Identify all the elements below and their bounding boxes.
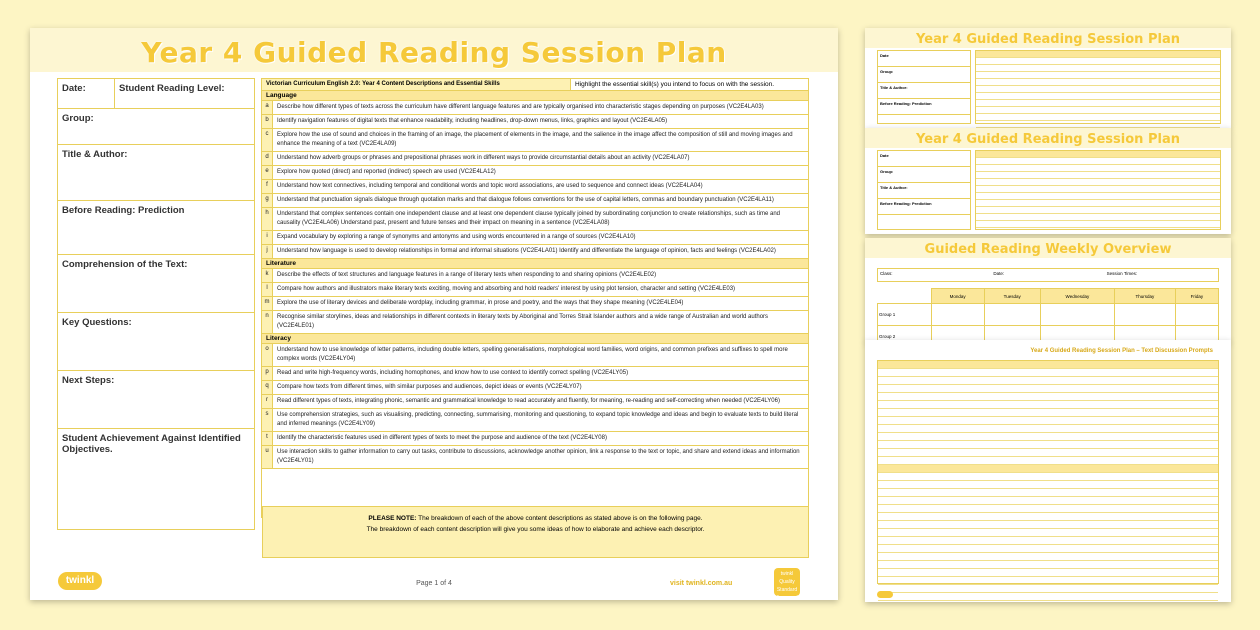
group-field: Group: xyxy=(58,109,254,145)
thumbnail-line xyxy=(878,481,1218,489)
row-description: Identify navigation features of digital texts that enhance readability, including headlines, drop-down menus, links, graphics and layout (VC2E4LA05) xyxy=(277,118,668,124)
thumbnail-line xyxy=(878,529,1218,537)
thumbnail-line xyxy=(976,221,1220,228)
curriculum-sections xyxy=(262,91,808,469)
row-description: Understand how language is used to develop relationships in formal and informal situations (VC2E4LA01) Identify and differentiate the language of opinion, facts and feelings (VC2E4LA02) xyxy=(277,248,776,254)
row-letter: p xyxy=(262,367,273,380)
thumbnail-line xyxy=(878,377,1218,385)
row-description: Explore how quoted (direct) and reported (indirect) speech are used (VC2E4LA12) xyxy=(277,169,496,175)
row-letter: g xyxy=(262,194,273,207)
please-note-box xyxy=(262,506,809,558)
curriculum-row[interactable] xyxy=(262,152,808,166)
thumbnail-line xyxy=(878,513,1218,521)
class-label: Class: xyxy=(880,271,893,276)
row-letter: c xyxy=(262,129,273,151)
thumbnail-line xyxy=(976,114,1220,121)
group-label: Group 2 xyxy=(878,326,932,343)
thumbnail-line xyxy=(878,601,1218,602)
page-title: Year 4 Guided Reading Session Plan xyxy=(141,36,727,69)
day-header: Friday xyxy=(1175,289,1218,304)
thumbnail-line xyxy=(976,100,1220,107)
next-steps-field: Next Steps: xyxy=(58,371,254,429)
thumbnail-1-table xyxy=(975,50,1221,124)
thumbnail-2-left: Date Group: Title & Author: Before Reading: Prediction xyxy=(877,150,971,230)
thumbnail-line xyxy=(878,441,1218,449)
row-description: Compare how authors and illustrators make literary texts exciting, moving and absorbing and hold readers' interest by using plot tension, character and setting (VC2E4LE03) xyxy=(277,286,736,292)
row-letter: l xyxy=(262,283,273,296)
note-line-2: The breakdown of each content description will give you some ideas of how to elaborate and achieve each descriptor. xyxy=(366,526,705,533)
row-letter: k xyxy=(262,269,273,282)
thumbnail-line xyxy=(976,158,1220,165)
curriculum-row[interactable] xyxy=(262,344,808,367)
row-description: Describe how different types of texts across the curriculum have different language features and are typically organised into characteristic stages depending on purposes (VC2E4LA03) xyxy=(277,104,764,110)
curriculum-row[interactable] xyxy=(262,395,808,409)
row-letter: j xyxy=(262,245,273,258)
date-field: Date: Student Reading Level: xyxy=(58,79,254,109)
row-letter: r xyxy=(262,395,273,408)
thumbnail-line xyxy=(878,489,1218,497)
thumbnail-1-title: Year 4 Guided Reading Session Plan xyxy=(916,32,1180,47)
thumbnail-session-plan-1 xyxy=(865,28,1231,128)
row-description: Identify the characteristic features used in different types of texts to meet the purpose and audience of the text (VC2E4LY08) xyxy=(277,435,607,441)
thumbnail-line xyxy=(878,417,1218,425)
thumbnail-line xyxy=(878,409,1218,417)
row-description: Describe the effects of text structures and language features in a range of literary texts when responding to and sharing opinions (VC2E4LE02) xyxy=(277,272,657,278)
thumbnail-line xyxy=(976,107,1220,114)
curriculum-row[interactable] xyxy=(262,367,808,381)
thumbnail-line xyxy=(878,505,1218,513)
discussion-prompts-table xyxy=(877,360,1219,584)
thumbnail-line xyxy=(878,369,1218,377)
thumbnail-line xyxy=(976,79,1220,86)
thumbnail-line xyxy=(878,497,1218,505)
thumbnail-discussion-prompts xyxy=(865,340,1231,602)
curriculum-row[interactable] xyxy=(262,115,808,129)
row-description: Explore the use of literary devices and deliberate wordplay, including grammar, in prose and poetry, and the ways that they shape meaning (VC2E4LE04) xyxy=(277,300,684,306)
curriculum-row[interactable] xyxy=(262,129,808,152)
twinkl-logo-small xyxy=(877,591,893,598)
thumbnail-line xyxy=(976,165,1220,172)
thumbnail-line xyxy=(878,433,1218,441)
before-reading-field: Before Reading: Prediction xyxy=(58,201,254,255)
thumbnail-line xyxy=(878,465,1218,473)
row-description: Understand how to use knowledge of letter patterns, including double letters, spelling generalisations, morphological word families, word origins, and common prefixes and suffixes to spell more complex words (VC2E4LY04) xyxy=(277,347,788,362)
session-info-column xyxy=(57,78,255,530)
row-letter: u xyxy=(262,446,273,468)
session-times-label: Session Times: xyxy=(1106,271,1138,276)
thumbnail-line xyxy=(878,425,1218,433)
thumbnail-2-title: Year 4 Guided Reading Session Plan xyxy=(916,132,1180,147)
row-description: Use interaction skills to gather information to carry out tasks, contribute to discussions, acknowledge another opinion, link a response to the text or topic, and share and extend ideas and information (VC2E4LY01) xyxy=(277,449,800,464)
curriculum-table-header xyxy=(262,79,808,91)
thumbnail-line xyxy=(878,361,1218,369)
curriculum-row[interactable] xyxy=(262,231,808,245)
thumbnail-line xyxy=(976,65,1220,72)
day-header: Tuesday xyxy=(984,289,1040,304)
row-description: Use comprehension strategies, such as visualising, predicting, connecting, summarising, monitoring and questioning, to expand topic knowledge and ideas and begin to evaluate texts to build literal and inferred meanings (VC2E4LY09) xyxy=(277,412,799,427)
thumbnail-line xyxy=(976,72,1220,79)
thumbnail-weekly-overview xyxy=(865,238,1231,342)
day-header: Monday xyxy=(931,289,984,304)
thumbnail-line xyxy=(878,593,1218,601)
thumbnail-line xyxy=(976,179,1220,186)
curriculum-row[interactable] xyxy=(262,446,808,469)
thumbnail-line xyxy=(976,214,1220,221)
main-page xyxy=(30,28,838,600)
group-label: Group 1 xyxy=(878,304,932,326)
thumbnail-line xyxy=(878,561,1218,569)
curriculum-header-title: Victorian Curriculum English 2.0: Year 4 Content Descriptions and Essential Skills xyxy=(262,79,571,90)
curriculum-row[interactable] xyxy=(262,194,808,208)
row-letter: e xyxy=(262,166,273,179)
twinkl-logo: twinkl xyxy=(58,572,102,590)
row-letter: f xyxy=(262,180,273,193)
row-letter: a xyxy=(262,101,273,114)
thumbnail-line xyxy=(976,121,1220,128)
row-description: Understand how adverb groups or phrases and prepositional phrases work in different ways to provide circumstantial details about an activity (VC2E4LA07) xyxy=(277,155,690,161)
key-questions-field: Key Questions: xyxy=(58,313,254,371)
row-letter: t xyxy=(262,432,273,445)
thumbnail-line xyxy=(878,553,1218,561)
thumbnail-4-title: Year 4 Guided Reading Session Plan – Text Discussion Prompts xyxy=(1030,348,1213,354)
curriculum-row[interactable] xyxy=(262,208,808,231)
row-letter: m xyxy=(262,297,273,310)
thumbnail-line xyxy=(878,577,1218,585)
page-footer xyxy=(30,568,838,600)
row-description: Understand that complex sentences contain one independent clause and at least one dependent clause typically joined by subordinating conjunction to create relationships, such as time and causality (VC2E4LA06) Understand past, present and future tenses and their impact on meaning in a sentence (VC2E4LA08) xyxy=(277,211,780,226)
day-header: Thursday xyxy=(1115,289,1176,304)
row-description: Read and write high-frequency words, including homophones, and know how to use context to identify correct spelling (VC2E4LY05) xyxy=(277,370,629,376)
comprehension-field: Comprehension of the Text: xyxy=(58,255,254,313)
thumbnail-2-table xyxy=(975,150,1221,230)
thumbnail-line xyxy=(976,228,1220,234)
curriculum-row[interactable] xyxy=(262,166,808,180)
thumbnail-line xyxy=(878,457,1218,465)
row-description: Read different types of texts, integrating phonic, semantic and grammatical knowledge to read accurately and fluently, for meaning, re-reading and self-correcting when needed (VC2E4LY06) xyxy=(277,398,780,404)
thumbnail-session-plan-2 xyxy=(865,128,1231,234)
row-description: Explore how the use of sound and choices in the framing of an image, the placement of elements in the image, and the salience in the image affect the composition of still and moving images and enhance the meaning of a text (VC2E4LA09) xyxy=(277,132,793,147)
curriculum-table xyxy=(261,78,809,518)
highlight-instruction: Highlight the essential skill(s) you intend to focus on with the session. xyxy=(575,81,775,88)
section-heading: Literature xyxy=(262,259,808,269)
thumbnail-line xyxy=(878,401,1218,409)
thumbnail-line xyxy=(976,151,1220,158)
curriculum-row[interactable] xyxy=(262,180,808,194)
curriculum-row[interactable] xyxy=(262,283,808,297)
section-heading: Language xyxy=(262,91,808,101)
thumbnail-line xyxy=(976,200,1220,207)
thumbnail-line xyxy=(976,58,1220,65)
thumbnail-line xyxy=(976,186,1220,193)
thumbnail-line xyxy=(878,393,1218,401)
row-description: Understand that punctuation signals dialogue through quotation marks and that dialogue follows conventions for the use of capital letters, commas and boundary punctuation (VC2E4LA11) xyxy=(277,197,774,203)
row-letter: h xyxy=(262,208,273,230)
quality-badge-icon: twinkl Quality Standard Approved xyxy=(774,568,800,596)
thumbnail-line xyxy=(878,545,1218,553)
curriculum-row[interactable] xyxy=(262,297,808,311)
thumbnail-line xyxy=(878,585,1218,593)
thumbnail-line xyxy=(878,537,1218,545)
thumbnail-line xyxy=(878,449,1218,457)
row-description: Understand how text connectives, including temporal and conditional words and topic word associations, are used to sequence and connect ideas (VC2E4LA04) xyxy=(277,183,703,189)
curriculum-row[interactable] xyxy=(262,245,808,259)
row-description: Expand vocabulary by exploring a range of synonyms and antonyms and using words encountered in a range of sources (VC2E4LA10) xyxy=(277,234,636,240)
weekly-table xyxy=(877,288,1219,342)
day-header: Wednesday xyxy=(1040,289,1114,304)
curriculum-row[interactable] xyxy=(262,101,808,115)
thumbnail-line xyxy=(878,473,1218,481)
row-description: Compare how texts from different times, with similar purposes and audiences, depict ideas or events (VC2E4LY07) xyxy=(277,384,582,390)
row-letter: s xyxy=(262,409,273,431)
thumbnail-line xyxy=(976,207,1220,214)
thumbnail-line xyxy=(976,86,1220,93)
website-link[interactable]: visit twinkl.com.au xyxy=(670,580,733,587)
weekly-overview-grid xyxy=(877,268,1219,339)
row-description: Recognise similar storylines, ideas and relationships in different contexts in literary texts by Aboriginal and Torres Strait Islander authors and a wide range of Australian and world authors (VC2E4LE01) xyxy=(277,314,769,329)
curriculum-row[interactable] xyxy=(262,311,808,334)
thumbnail-line xyxy=(878,521,1218,529)
curriculum-row[interactable] xyxy=(262,269,808,283)
thumbnail-line xyxy=(878,385,1218,393)
student-level-label: Student Reading Level: xyxy=(119,83,225,94)
thumbnail-line xyxy=(976,172,1220,179)
date-label: Date: xyxy=(993,271,1005,276)
row-letter: n xyxy=(262,311,273,333)
row-letter: q xyxy=(262,381,273,394)
curriculum-row[interactable] xyxy=(262,409,808,432)
thumbnail-3-title: Guided Reading Weekly Overview xyxy=(924,242,1172,257)
thumbnail-line xyxy=(976,51,1220,58)
note-label: PLEASE NOTE: xyxy=(368,515,417,522)
note-line-1: The breakdown of each of the above content descriptions as stated above is on the following page. xyxy=(418,515,703,522)
row-letter: i xyxy=(262,231,273,244)
achievement-field: Student Achievement Against Identified Objectives. xyxy=(62,433,241,455)
row-letter: o xyxy=(262,344,273,366)
thumbnail-1-left: Date Group: Title & Author: Before Reading: Prediction xyxy=(877,50,971,124)
page-number: Page 1 of 4 xyxy=(416,580,452,587)
curriculum-row[interactable] xyxy=(262,432,808,446)
row-letter: d xyxy=(262,152,273,165)
thumbnail-line xyxy=(878,569,1218,577)
curriculum-row[interactable] xyxy=(262,381,808,395)
title-author-field: Title & Author: xyxy=(58,145,254,201)
section-heading: Literacy xyxy=(262,334,808,344)
thumbnail-line xyxy=(976,93,1220,100)
row-letter: b xyxy=(262,115,273,128)
thumbnail-line xyxy=(976,193,1220,200)
